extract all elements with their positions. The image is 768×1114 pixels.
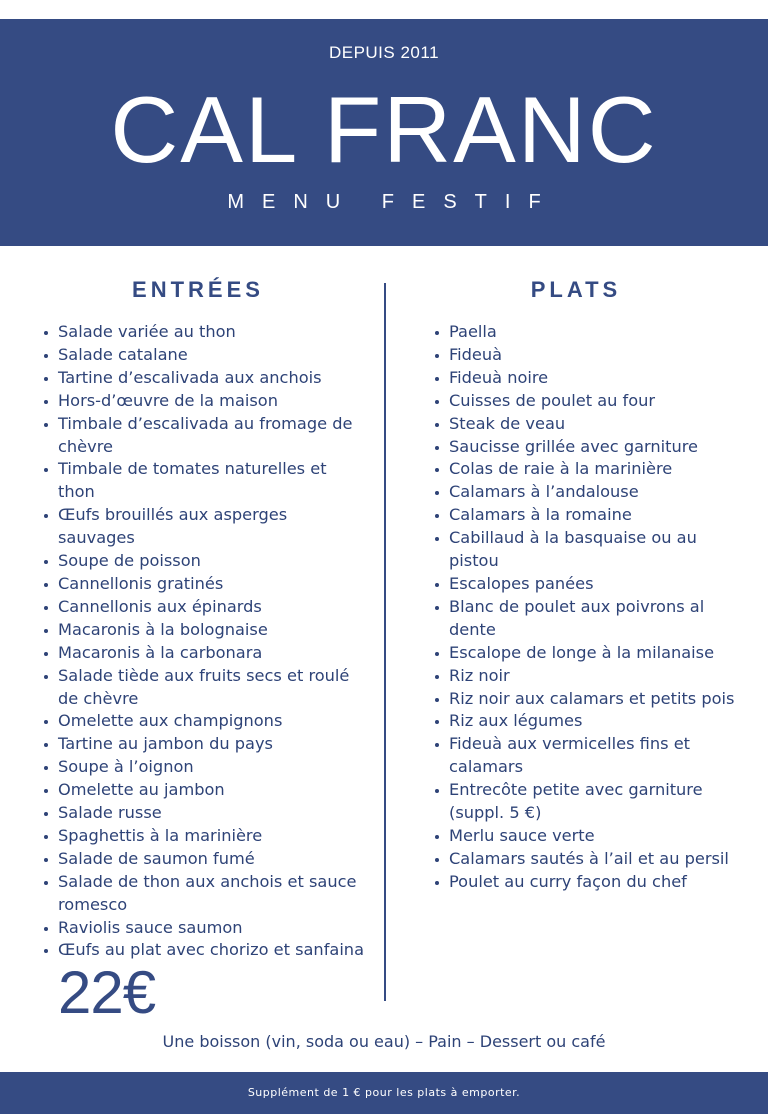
plats-heading: PLATS — [530, 277, 622, 302]
takeaway-note: Supplément de 1 € pour les plats à emporter. — [247, 1086, 521, 1099]
plats-item: Steak de veau — [434, 413, 744, 436]
plats-item: Blanc de poulet aux poivrons al dente — [434, 596, 744, 642]
restaurant-name: CAL FRANC — [110, 77, 658, 182]
menu-price: 22€ — [58, 959, 156, 1026]
entrees-list — [43, 321, 368, 962]
entrees-item: Salade variée au thon — [43, 321, 368, 344]
footer-banner — [0, 1072, 768, 1114]
menu-subtitle: MENU FESTIF — [227, 191, 559, 213]
plats-item: Riz noir aux calamars et petits pois — [434, 688, 744, 711]
entrees-item: Omelette aux champignons — [43, 710, 368, 733]
column-divider — [384, 283, 386, 1001]
entrees-item: Tartine au jambon du pays — [43, 733, 368, 756]
entrees-item: Cannellonis gratinés — [43, 573, 368, 596]
entrees-item: Salade de saumon fumé — [43, 848, 368, 871]
plats-item: Calamars à la romaine — [434, 504, 744, 527]
entrees-item: Timbale de tomates naturelles et thon — [43, 458, 368, 504]
plats-item: Riz aux légumes — [434, 710, 744, 733]
plats-item: Calamars à l’andalouse — [434, 481, 744, 504]
plats-item: Saucisse grillée avec garniture — [434, 436, 744, 459]
entrees-item: Tartine d’escalivada aux anchois — [43, 367, 368, 390]
since-label: DEPUIS 2011 — [328, 43, 440, 62]
plats-item: Paella — [434, 321, 744, 344]
plats-item: Fideuà noire — [434, 367, 744, 390]
menu-includes: Une boisson (vin, soda ou eau) – Pain – Dessert ou café — [162, 1032, 606, 1051]
plats-item: Escalope de longe à la milanaise — [434, 642, 744, 665]
entrees-item: Œufs au plat avec chorizo et sanfaina — [43, 939, 368, 962]
plats-item: Colas de raie à la marinière — [434, 458, 744, 481]
entrees-item: Raviolis sauce saumon — [43, 917, 368, 940]
entrees-item: Soupe de poisson — [43, 550, 368, 573]
entrees-item: Hors-d’œuvre de la maison — [43, 390, 368, 413]
plats-list — [434, 321, 744, 894]
entrees-item: Soupe à l’oignon — [43, 756, 368, 779]
plats-item: Merlu sauce verte — [434, 825, 744, 848]
entrees-item: Salade tiède aux fruits secs et roulé de chèvre — [43, 665, 368, 711]
plats-item: Escalopes panées — [434, 573, 744, 596]
entrees-item: Spaghettis à la marinière — [43, 825, 368, 848]
entrees-item: Macaronis à la carbonara — [43, 642, 368, 665]
plats-item: Riz noir — [434, 665, 744, 688]
entrees-heading: ENTRÉES — [132, 277, 264, 302]
plats-item: Cuisses de poulet au four — [434, 390, 744, 413]
plats-item: Fideuà aux vermicelles fins et calamars — [434, 733, 744, 779]
entrees-item: Salade de thon aux anchois et sauce romesco — [43, 871, 368, 917]
plats-item: Poulet au curry façon du chef — [434, 871, 744, 894]
entrees-item: Omelette au jambon — [43, 779, 368, 802]
plats-item: Calamars sautés à l’ail et au persil — [434, 848, 744, 871]
header-banner — [0, 19, 768, 246]
entrees-item: Salade catalane — [43, 344, 368, 367]
plats-item: Fideuà — [434, 344, 744, 367]
entrees-item: Œufs brouillés aux asperges sauvages — [43, 504, 368, 550]
plats-item: Cabillaud à la basquaise ou au pistou — [434, 527, 744, 573]
entrees-item: Cannellonis aux épinards — [43, 596, 368, 619]
entrees-item: Macaronis à la bolognaise — [43, 619, 368, 642]
entrees-item: Timbale d’escalivada au fromage de chèvre — [43, 413, 368, 459]
plats-item: Entrecôte petite avec garniture (suppl. 5 €) — [434, 779, 744, 825]
entrees-item: Salade russe — [43, 802, 368, 825]
